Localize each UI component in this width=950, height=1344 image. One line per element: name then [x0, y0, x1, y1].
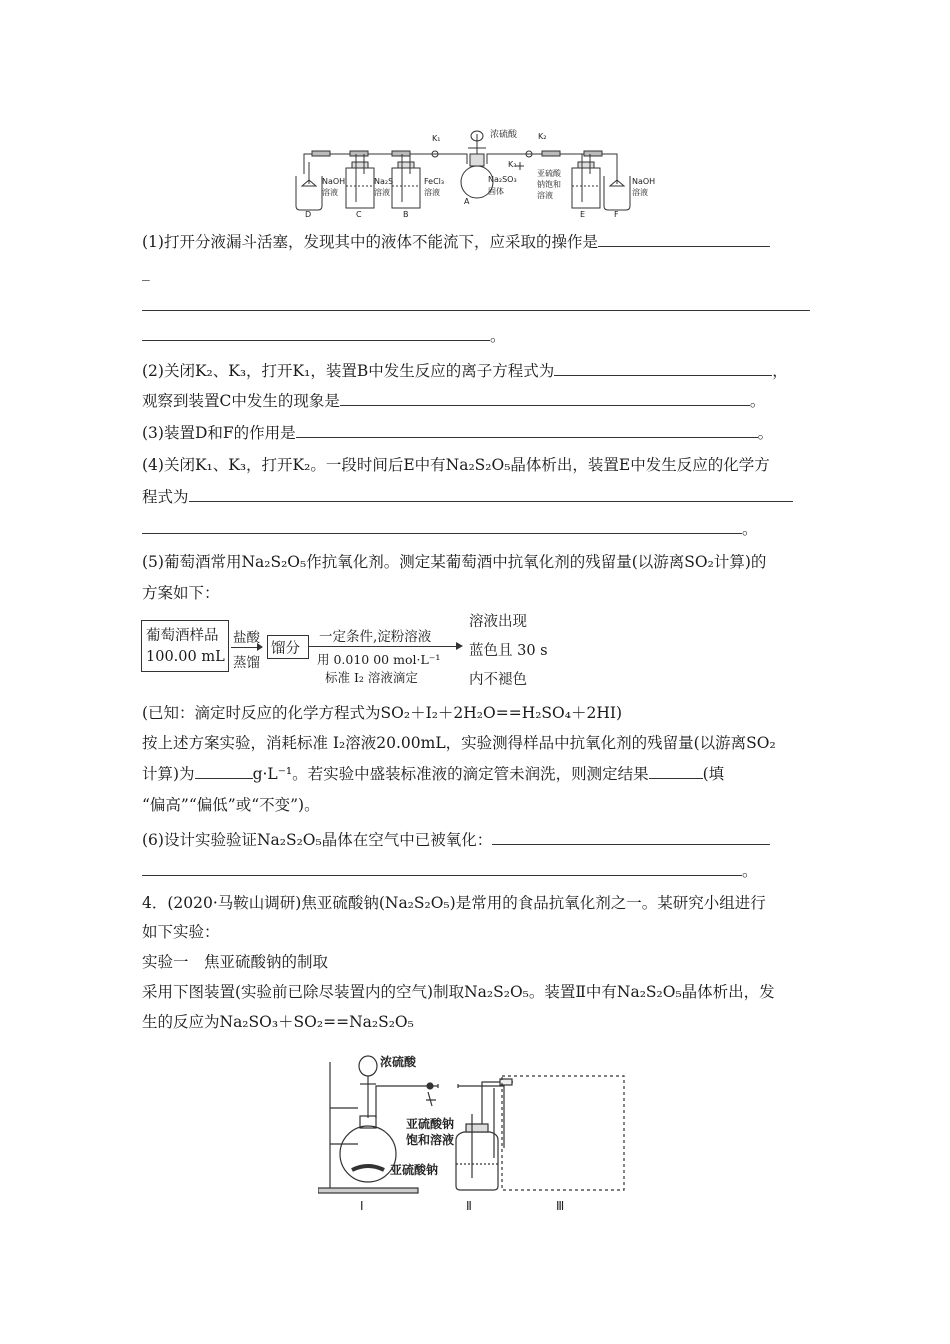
q2-blank-2[interactable] — [340, 390, 750, 406]
label-I: Ⅰ — [360, 1199, 364, 1213]
q5-line-4 — [142, 763, 724, 784]
arrow-2-head — [456, 642, 463, 650]
condition-top: 一定条件,淀粉溶液 — [319, 629, 432, 645]
q1-blank-3[interactable] — [142, 325, 490, 341]
label-E: E — [580, 210, 586, 219]
q5-blank-2[interactable] — [649, 763, 703, 779]
q5-line-3: 按上述方案实验，消耗标准 I₂溶液20.00mL，实验测得样品中抗氧化剂的残留量(以游离SO₂ — [142, 734, 776, 752]
q5-line-1: (5)葡萄酒常用Na₂S₂O₅作抗氧化剂。测定某葡萄酒中抗氧化剂的残留量(以游离SO₂计算)的 — [142, 553, 767, 571]
label-B: B — [403, 210, 409, 219]
q4-text-2: 程式为 — [142, 488, 189, 506]
solid-label: 固体 — [488, 187, 504, 196]
q4-line-2 — [142, 486, 793, 507]
conc-acid-label: 浓硫酸 — [490, 130, 518, 140]
q5-l2c: (填 — [702, 765, 725, 783]
apparatus-diagram-1 — [292, 124, 667, 220]
conc-acid-label-2: 浓硫酸 — [380, 1055, 417, 1069]
result-3: 内不褪色 — [469, 672, 527, 688]
q4-line-1: (4)关闭K₁、K₃，打开K₂。一段时间后E中有Na₂S₂O₅晶体析出，装置E中发生反应的化学方 — [142, 456, 770, 474]
fraction-box — [267, 635, 309, 659]
flow-diagram — [141, 608, 581, 692]
p4-line-2: 如下实验： — [142, 923, 220, 941]
na2s-solution: 溶液 — [374, 188, 390, 197]
fraction-label: 馏分 — [271, 641, 300, 657]
result-1: 溶液出现 — [469, 614, 527, 630]
na2s-label: Na₂S — [374, 177, 394, 186]
q6-line-2 — [142, 860, 758, 881]
q2-blank-1[interactable] — [554, 360, 772, 376]
k2-label: K₂ — [538, 132, 547, 141]
apparatus-diagram-2 — [318, 1048, 630, 1216]
q6-text: (6)设计实验验证Na₂S₂O₅晶体在空气中已被氧化： — [142, 831, 493, 849]
q1-end: 。 — [490, 327, 506, 345]
q2-text-2: 观察到装置C中发生的现象是 — [142, 392, 340, 410]
label-II: Ⅱ — [466, 1199, 472, 1213]
q6-line-1 — [142, 829, 770, 850]
result-2: 蓝色且 30 s — [469, 643, 548, 659]
q1-answer-line-2[interactable] — [142, 310, 810, 311]
q5-blank-1[interactable] — [195, 763, 253, 779]
q1-dash: _ — [142, 263, 150, 281]
sat-label-a: 亚硫酸钠 — [406, 1117, 455, 1131]
q2-line-1 — [142, 360, 788, 381]
sat-label-1: 亚硫酸 — [537, 169, 561, 178]
solid-label-2: 亚硫酸钠 — [390, 1163, 439, 1177]
sample-volume: 100.00 mL — [146, 649, 225, 665]
q6-end: 。 — [742, 862, 758, 880]
p4-line-5: 生的反应为Na₂SO₃＋SO₂==Na₂S₂O₅ — [142, 1013, 414, 1031]
k3-label: K₃ — [508, 160, 517, 169]
q4-end: 。 — [742, 520, 758, 538]
q3-end: 。 — [757, 424, 774, 442]
condition-bottom-2: 标准 I₂ 溶液滴定 — [325, 670, 418, 685]
q4-blank-2[interactable] — [142, 518, 742, 534]
p4-line-3: 实验一 焦亚硫酸钠的制取 — [142, 953, 329, 971]
na2so3-label: Na₂SO₃ — [488, 175, 517, 184]
q5-l2a: 计算)为 — [142, 765, 195, 783]
q2-end: 。 — [749, 392, 766, 410]
sat-label-2: 钠饱和 — [537, 180, 561, 189]
label-C: C — [356, 210, 362, 219]
p4-line-4: 采用下图装置(实验前已除尽装置内的空气)制取Na₂S₂O₅。装置Ⅱ中有Na₂S₂O₅晶体析出，发 — [142, 983, 775, 1001]
q5-line-2: 方案如下： — [142, 584, 220, 602]
sample-name: 葡萄酒样品 — [146, 628, 219, 644]
q2-comma: ， — [772, 362, 788, 380]
q3-blank[interactable] — [296, 422, 758, 438]
q2-line-2 — [142, 390, 765, 411]
q4-blank-1[interactable] — [189, 486, 793, 502]
q5-known: (已知：滴定时反应的化学方程式为SO₂＋I₂＋2H₂O==H₂SO₄＋2HI) — [142, 704, 623, 722]
q1-line-3 — [142, 325, 506, 346]
q3-text: (3)装置D和F的作用是 — [142, 424, 296, 442]
label-F: F — [614, 210, 619, 219]
arrow-2 — [309, 646, 459, 647]
p4-line-1: 4．(2020·马鞍山调研)焦亚硫酸钠(Na₂S₂O₅)是常用的食品抗氧化剂之一。某研究小组进行 — [142, 894, 766, 912]
q5-l2b: g·L⁻¹。若实验中盛装标准液的滴定管未润洗，则测定结果 — [252, 765, 649, 783]
naoh-f-solution: 溶液 — [632, 188, 648, 197]
q5-line-5: “偏高”“偏低”或“不变”)。 — [142, 796, 320, 814]
q2-text: (2)关闭K₂、K₃，打开K₁，装置B中发生反应的离子方程式为 — [142, 362, 555, 380]
fecl3-label: FeCl₃ — [424, 177, 445, 186]
fecl3-solution: 溶液 — [424, 188, 440, 197]
naoh-d-label: NaOH — [322, 177, 346, 186]
q4-line-3 — [142, 518, 758, 539]
q3-line — [142, 422, 773, 443]
sat-label-3: 溶液 — [537, 191, 553, 200]
step-hcl: 盐酸 — [233, 630, 260, 646]
q1-blank[interactable] — [598, 231, 770, 247]
k1-label: K₁ — [432, 134, 441, 143]
label-D: D — [305, 210, 312, 219]
sat-label-b: 饱和溶液 — [406, 1133, 455, 1147]
sample-box — [141, 620, 229, 672]
naoh-f-label: NaOH — [632, 177, 656, 186]
condition-bottom-1: 用 0.010 00 mol·L⁻¹ — [317, 652, 441, 667]
q6-blank-1[interactable] — [492, 829, 770, 845]
label-A: A — [464, 197, 470, 206]
arrow-1-head — [257, 643, 263, 651]
q1-text: (1)打开分液漏斗活塞，发现其中的液体不能流下，应采取的操作是 — [142, 233, 598, 251]
label-III: Ⅲ — [556, 1199, 565, 1213]
q1-line — [142, 231, 770, 252]
q6-blank-2[interactable] — [142, 860, 742, 876]
naoh-d-solution: 溶液 — [322, 188, 338, 197]
step-distill: 蒸馏 — [233, 655, 260, 671]
